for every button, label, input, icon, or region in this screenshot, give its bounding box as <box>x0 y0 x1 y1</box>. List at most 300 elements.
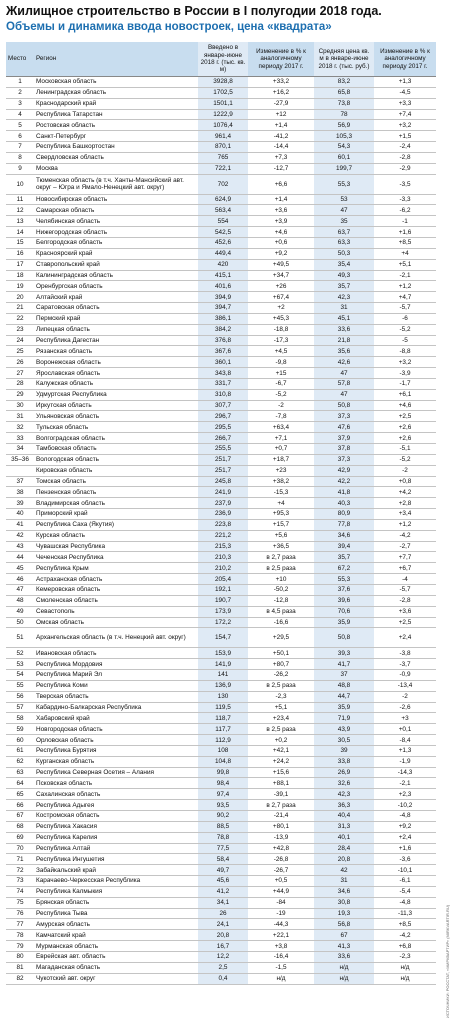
cell-place: 53 <box>6 659 34 670</box>
cell-area: 205,4 <box>198 574 248 585</box>
table-row <box>6 595 436 606</box>
cell-place: 77 <box>6 919 34 930</box>
cell-price-change: -10,2 <box>374 800 436 811</box>
table-row <box>6 919 436 930</box>
table-row <box>6 574 436 585</box>
cell-price-change: +1,6 <box>374 843 436 854</box>
cell-place: 11 <box>6 194 34 205</box>
cell-area-change: +10 <box>248 574 314 585</box>
table-row <box>6 120 436 131</box>
cell-price-change: -8,4 <box>374 735 436 746</box>
cell-region: Кабардино-Балкарская Республика <box>34 702 198 713</box>
table-row <box>6 194 436 205</box>
cell-area-change: в 2,7 раза <box>248 800 314 811</box>
cell-area-change: +5,1 <box>248 702 314 713</box>
cell-price: 41,3 <box>314 941 374 952</box>
cell-region: Курганская область <box>34 756 198 767</box>
cell-region: Республика Адыгея <box>34 800 198 811</box>
cell-price-change: -3,9 <box>374 368 436 379</box>
table-row <box>6 454 436 465</box>
cell-area: 141 <box>198 670 248 681</box>
cell-area-change: +15,7 <box>248 519 314 530</box>
cell-region: Республика Марий Эл <box>34 670 198 681</box>
cell-region: Свердловская область <box>34 152 198 163</box>
cell-area: 16,7 <box>198 941 248 952</box>
cell-place: 49 <box>6 606 34 617</box>
cell-area-change: +38,2 <box>248 476 314 487</box>
cell-price-change: +3,2 <box>374 357 436 368</box>
cell-place: 21 <box>6 303 34 314</box>
cell-area-change: -16,6 <box>248 617 314 628</box>
cell-price: 80,9 <box>314 509 374 520</box>
table-row <box>6 713 436 724</box>
table-row <box>6 465 436 476</box>
table-row <box>6 930 436 941</box>
cell-price-change: -2,9 <box>374 163 436 174</box>
cell-place: 55 <box>6 680 34 691</box>
table-row <box>6 498 436 509</box>
cell-area: 1076,4 <box>198 120 248 131</box>
cell-place: 20 <box>6 292 34 303</box>
cell-region: Краснодарский край <box>34 98 198 109</box>
cell-area-change: +88,1 <box>248 778 314 789</box>
cell-place: 80 <box>6 951 34 962</box>
cell-area: 3928,8 <box>198 77 248 88</box>
cell-region: Московская область <box>34 77 198 88</box>
table-row <box>6 281 436 292</box>
cell-price-change: +2,4 <box>374 832 436 843</box>
cell-area-change: +12 <box>248 109 314 120</box>
cell-price: 20,8 <box>314 854 374 865</box>
cell-price: 41,7 <box>314 659 374 670</box>
cell-price: 30,8 <box>314 897 374 908</box>
cell-area-change: -16,4 <box>248 951 314 962</box>
table-row <box>6 897 436 908</box>
cell-price: 35,7 <box>314 552 374 563</box>
table-row <box>6 876 436 887</box>
cell-area-change: +24,2 <box>248 756 314 767</box>
cell-place: 81 <box>6 962 34 973</box>
cell-place: 76 <box>6 908 34 919</box>
cell-price: 41,8 <box>314 487 374 498</box>
cell-area: 1702,5 <box>198 87 248 98</box>
cell-area: 331,7 <box>198 378 248 389</box>
cell-price: 42,2 <box>314 476 374 487</box>
page-title: Жилищное строительство в России в I полугодии 2018 года. <box>6 4 382 18</box>
cell-area-change: +9,2 <box>248 248 314 259</box>
cell-price-change: +3 <box>374 713 436 724</box>
cell-region: Республика Башкортостан <box>34 142 198 153</box>
cell-region: Костромская область <box>34 811 198 822</box>
cell-area: 251,7 <box>198 454 248 465</box>
cell-area-change: +4,5 <box>248 346 314 357</box>
cell-area: 190,7 <box>198 595 248 606</box>
cell-price: 53 <box>314 194 374 205</box>
table-row <box>6 476 436 487</box>
cell-price: 50,3 <box>314 248 374 259</box>
cell-area-change: +34,7 <box>248 270 314 281</box>
table-row <box>6 541 436 552</box>
cell-region: Новосибирская область <box>34 194 198 205</box>
cell-price: 39,6 <box>314 595 374 606</box>
cell-price: 55,3 <box>314 174 374 194</box>
cell-area: 1501,1 <box>198 98 248 109</box>
cell-area-change: -84 <box>248 897 314 908</box>
cell-price-change: -4,2 <box>374 930 436 941</box>
cell-region: Республика Бурятия <box>34 745 198 756</box>
table-row <box>6 606 436 617</box>
table-row <box>6 346 436 357</box>
cell-area-change: +1,4 <box>248 194 314 205</box>
cell-area-change: +0,7 <box>248 444 314 455</box>
cell-area-change: +3,9 <box>248 216 314 227</box>
table-row <box>6 756 436 767</box>
cell-region: Ульяновская область <box>34 411 198 422</box>
cell-area: 394,7 <box>198 303 248 314</box>
cell-place: 51 <box>6 628 34 648</box>
cell-area: 307,7 <box>198 400 248 411</box>
table-row <box>6 389 436 400</box>
cell-area-change: +3,8 <box>248 941 314 952</box>
cell-region: Владимирская область <box>34 498 198 509</box>
cell-area-change: -12,8 <box>248 595 314 606</box>
cell-price-change: +4 <box>374 248 436 259</box>
cell-area-change: -1,5 <box>248 962 314 973</box>
cell-place: 52 <box>6 648 34 659</box>
cell-region: Республика Саха (Якутия) <box>34 519 198 530</box>
cell-price-change: -2,6 <box>374 702 436 713</box>
cell-place: 78 <box>6 930 34 941</box>
cell-price: 48,8 <box>314 680 374 691</box>
table-row <box>6 509 436 520</box>
cell-place: 33 <box>6 433 34 444</box>
cell-price: 65,8 <box>314 87 374 98</box>
cell-place: 5 <box>6 120 34 131</box>
cell-place: 82 <box>6 973 34 984</box>
cell-price: 73,8 <box>314 98 374 109</box>
cell-place: 16 <box>6 248 34 259</box>
cell-area-change: +80,7 <box>248 659 314 670</box>
cell-price-change: +4,6 <box>374 400 436 411</box>
cell-area: 117,7 <box>198 724 248 735</box>
cell-area-change: в 2,5 раза <box>248 680 314 691</box>
cell-region: Вологодская область <box>34 454 198 465</box>
cell-region: Республика Алтай <box>34 843 198 854</box>
cell-price: 56,8 <box>314 919 374 930</box>
cell-price-change: +1,2 <box>374 281 436 292</box>
table-row <box>6 628 436 648</box>
cell-area-change: +33,2 <box>248 77 314 88</box>
cell-price: 40,3 <box>314 498 374 509</box>
cell-place: 8 <box>6 152 34 163</box>
cell-price-change: +3,4 <box>374 509 436 520</box>
cell-price: 39 <box>314 745 374 756</box>
table-row <box>6 487 436 498</box>
table-row <box>6 87 436 98</box>
cell-region: Красноярский край <box>34 248 198 259</box>
cell-price: 42,6 <box>314 357 374 368</box>
table-row <box>6 368 436 379</box>
cell-region: Ивановская область <box>34 648 198 659</box>
cell-price-change: -5,1 <box>374 444 436 455</box>
cell-area-change: +3,6 <box>248 205 314 216</box>
table-row <box>6 270 436 281</box>
cell-price-change: -1,7 <box>374 378 436 389</box>
cell-place: 35–36 <box>6 454 34 465</box>
cell-price-change: +1,6 <box>374 227 436 238</box>
cell-price-change: +1,3 <box>374 745 436 756</box>
cell-area: 0,4 <box>198 973 248 984</box>
cell-area: 343,8 <box>198 368 248 379</box>
cell-region: Чукотский авт. округ <box>34 973 198 984</box>
cell-price-change: +2,5 <box>374 411 436 422</box>
cell-area-change: в 2,5 раза <box>248 563 314 574</box>
table-row <box>6 680 436 691</box>
cell-price-change: -14,3 <box>374 767 436 778</box>
cell-region: Республика Калмыкия <box>34 886 198 897</box>
cell-price-change: +7,7 <box>374 552 436 563</box>
cell-place: 44 <box>6 552 34 563</box>
cell-price: 57,8 <box>314 378 374 389</box>
cell-area: 172,2 <box>198 617 248 628</box>
cell-price-change: +6,7 <box>374 563 436 574</box>
cell-price: 37,3 <box>314 411 374 422</box>
cell-region: Челябинская область <box>34 216 198 227</box>
cell-region: Пермский край <box>34 313 198 324</box>
cell-place: 3 <box>6 98 34 109</box>
cell-price-change: +2,8 <box>374 498 436 509</box>
cell-price: 49,3 <box>314 270 374 281</box>
cell-region: Забайкальский край <box>34 865 198 876</box>
cell-place: 56 <box>6 691 34 702</box>
cell-region: Смоленская область <box>34 595 198 606</box>
cell-place: 28 <box>6 378 34 389</box>
cell-price: 47 <box>314 368 374 379</box>
cell-price: 28,4 <box>314 843 374 854</box>
cell-area: 415,1 <box>198 270 248 281</box>
cell-region: Астраханская область <box>34 574 198 585</box>
cell-price: 78 <box>314 109 374 120</box>
cell-area-change: -26,7 <box>248 865 314 876</box>
cell-price: 37,9 <box>314 433 374 444</box>
table-row <box>6 77 436 88</box>
cell-place: 6 <box>6 131 34 142</box>
cell-area: 108 <box>198 745 248 756</box>
table-row <box>6 248 436 259</box>
cell-region: Нижегородская область <box>34 227 198 238</box>
table-row <box>6 745 436 756</box>
cell-region: Ленинградская область <box>34 87 198 98</box>
cell-place: 67 <box>6 811 34 822</box>
cell-price: н/д <box>314 973 374 984</box>
cell-price: 67,2 <box>314 563 374 574</box>
cell-area: 961,4 <box>198 131 248 142</box>
cell-price-change: -3,7 <box>374 659 436 670</box>
cell-area: 112,9 <box>198 735 248 746</box>
cell-area: 130 <box>198 691 248 702</box>
cell-region: Приморский край <box>34 509 198 520</box>
cell-region: Брянская область <box>34 897 198 908</box>
table-body <box>6 77 436 985</box>
cell-region: Сахалинская область <box>34 789 198 800</box>
cell-place: 60 <box>6 735 34 746</box>
table-row <box>6 109 436 120</box>
cell-price: 44,7 <box>314 691 374 702</box>
cell-area: 624,9 <box>198 194 248 205</box>
table-row <box>6 411 436 422</box>
cell-region: Кировская область <box>34 465 198 476</box>
cell-price-change: -0,9 <box>374 670 436 681</box>
cell-area-change: +18,7 <box>248 454 314 465</box>
cell-area-change: +2 <box>248 303 314 314</box>
cell-price: 35 <box>314 216 374 227</box>
cell-region: Республика Ингушетия <box>34 854 198 865</box>
cell-region: Белгородская область <box>34 237 198 248</box>
cell-area: 223,8 <box>198 519 248 530</box>
cell-place: 15 <box>6 237 34 248</box>
cell-region: Тюменская область (в т.ч. Ханты-Мансийский авт. округ – Югра и Ямало-Ненецкий авт. округ) <box>34 174 198 194</box>
cell-price-change: -2,1 <box>374 778 436 789</box>
table-row <box>6 142 436 153</box>
table-row <box>6 941 436 952</box>
cell-region: Липецкая область <box>34 324 198 335</box>
cell-price-change: -3,6 <box>374 854 436 865</box>
table-row <box>6 691 436 702</box>
cell-area-change: +6,6 <box>248 174 314 194</box>
cell-price: 39,3 <box>314 648 374 659</box>
table-row <box>6 216 436 227</box>
cell-price: 37,6 <box>314 584 374 595</box>
cell-region: Республика Татарстан <box>34 109 198 120</box>
cell-place: 75 <box>6 897 34 908</box>
table-row <box>6 357 436 368</box>
cell-area-change: +15 <box>248 368 314 379</box>
cell-place: 7 <box>6 142 34 153</box>
cell-price: 55,3 <box>314 574 374 585</box>
cell-price-change: -2,3 <box>374 951 436 962</box>
table-row <box>6 237 436 248</box>
cell-price-change: +3,6 <box>374 606 436 617</box>
cell-price: 42,3 <box>314 292 374 303</box>
table-row <box>6 617 436 628</box>
cell-price: 67 <box>314 930 374 941</box>
cell-price-change: +3,2 <box>374 120 436 131</box>
cell-region: Саратовская область <box>34 303 198 314</box>
table-row <box>6 131 436 142</box>
cell-place: 54 <box>6 670 34 681</box>
table-row <box>6 324 436 335</box>
cell-price: 77,8 <box>314 519 374 530</box>
header-area-change: Изменение в % к аналогичному периоду 2017 г. <box>248 42 314 77</box>
cell-price: 60,1 <box>314 152 374 163</box>
cell-area: 296,7 <box>198 411 248 422</box>
cell-price-change: -4,2 <box>374 530 436 541</box>
cell-place: 58 <box>6 713 34 724</box>
cell-price: 43,9 <box>314 724 374 735</box>
cell-price: 33,6 <box>314 324 374 335</box>
cell-area: 41,2 <box>198 886 248 897</box>
cell-price-change: -10,1 <box>374 865 436 876</box>
cell-price: 83,2 <box>314 77 374 88</box>
cell-region: Санкт-Петербург <box>34 131 198 142</box>
cell-price: 39,4 <box>314 541 374 552</box>
table-row <box>6 303 436 314</box>
cell-area: 384,2 <box>198 324 248 335</box>
cell-area-change: -18,8 <box>248 324 314 335</box>
cell-place <box>6 465 34 476</box>
cell-place: 70 <box>6 843 34 854</box>
cell-area-change: +1,4 <box>248 120 314 131</box>
cell-region: Волгоградская область <box>34 433 198 444</box>
cell-area-change: в 2,5 раза <box>248 724 314 735</box>
cell-area-change: +45,3 <box>248 313 314 324</box>
cell-price: 35,4 <box>314 259 374 270</box>
cell-price-change: +2,5 <box>374 617 436 628</box>
cell-area: 210,3 <box>198 552 248 563</box>
cell-price: 47,6 <box>314 422 374 433</box>
table-row <box>6 335 436 346</box>
cell-price-change: н/д <box>374 973 436 984</box>
table-row <box>6 659 436 670</box>
cell-area: 49,7 <box>198 865 248 876</box>
cell-region: Чувашская Республика <box>34 541 198 552</box>
table-row <box>6 259 436 270</box>
cell-price: 47 <box>314 205 374 216</box>
cell-price: 45,1 <box>314 313 374 324</box>
cell-price: 32,6 <box>314 778 374 789</box>
table-row <box>6 648 436 659</box>
cell-region: Республика Коми <box>34 680 198 691</box>
cell-area: 98,4 <box>198 778 248 789</box>
cell-price-change: +2,6 <box>374 433 436 444</box>
cell-area: 24,1 <box>198 919 248 930</box>
table-row <box>6 670 436 681</box>
cell-region: Алтайский край <box>34 292 198 303</box>
cell-region: Республика Хакасия <box>34 821 198 832</box>
cell-price: 31,3 <box>314 821 374 832</box>
cell-price: 70,6 <box>314 606 374 617</box>
cell-place: 34 <box>6 444 34 455</box>
cell-area: 173,9 <box>198 606 248 617</box>
cell-area: 236,9 <box>198 509 248 520</box>
cell-place: 25 <box>6 346 34 357</box>
table-row <box>6 778 436 789</box>
cell-place: 32 <box>6 422 34 433</box>
cell-price-change: -2,8 <box>374 595 436 606</box>
cell-area: 192,1 <box>198 584 248 595</box>
cell-region: Республика Крым <box>34 563 198 574</box>
cell-region: Омская область <box>34 617 198 628</box>
cell-area-change: +80,1 <box>248 821 314 832</box>
cell-price: 33,6 <box>314 951 374 962</box>
cell-place: 64 <box>6 778 34 789</box>
cell-region: Архангельская область (в т.ч. Ненецкий авт. округ) <box>34 628 198 648</box>
cell-area: 221,2 <box>198 530 248 541</box>
cell-area-change: +5,6 <box>248 530 314 541</box>
cell-area: 266,7 <box>198 433 248 444</box>
table-row <box>6 951 436 962</box>
cell-price: 56,9 <box>314 120 374 131</box>
cell-place: 43 <box>6 541 34 552</box>
cell-region: Калужская область <box>34 378 198 389</box>
cell-place: 18 <box>6 270 34 281</box>
cell-area-change: +23 <box>248 465 314 476</box>
cell-region: Хабаровский край <box>34 713 198 724</box>
table-row <box>6 973 436 984</box>
cell-area: 118,7 <box>198 713 248 724</box>
cell-price-change: -11,3 <box>374 908 436 919</box>
table-row <box>6 530 436 541</box>
